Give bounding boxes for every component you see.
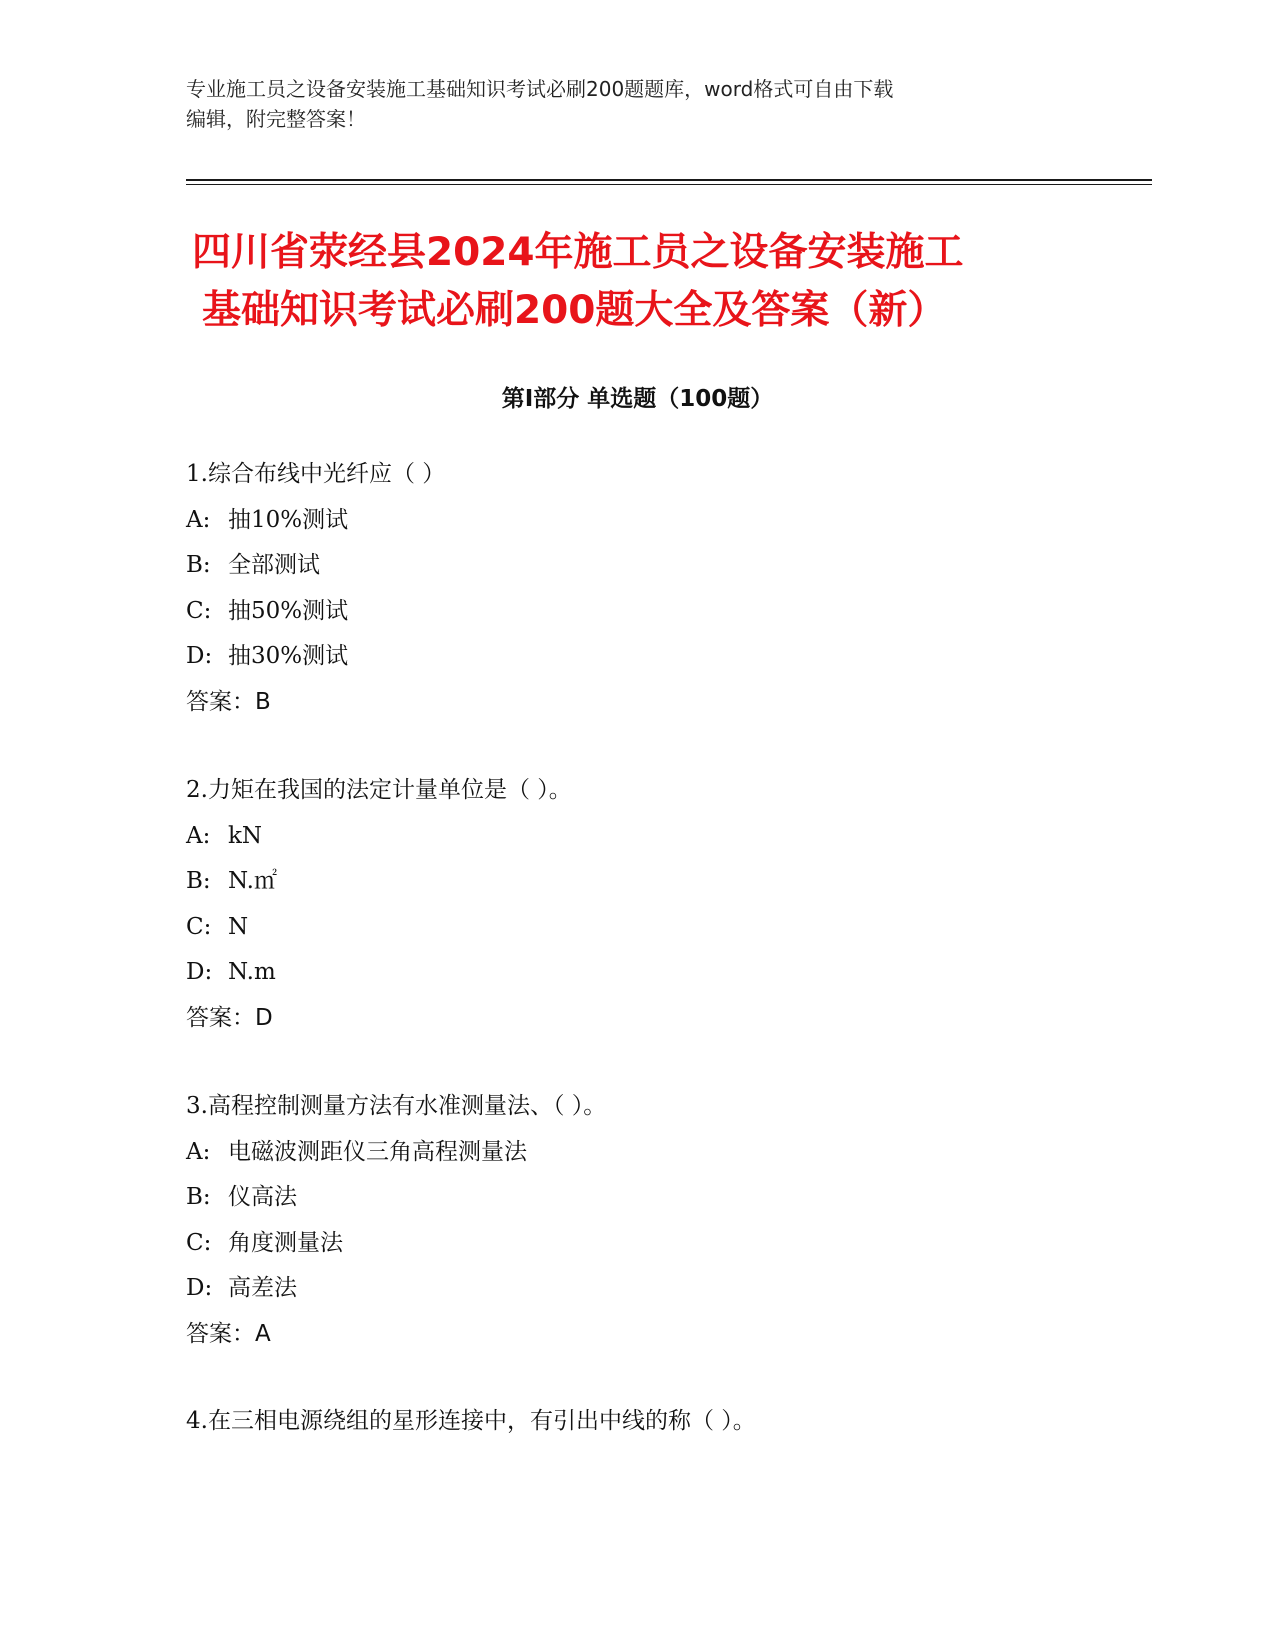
option-text: 全部测试	[228, 552, 320, 578]
question-4	[186, 1399, 1146, 1445]
option-c	[186, 905, 1146, 951]
option-text: 抽50%测试	[228, 597, 349, 624]
option-letter: B:	[186, 1184, 211, 1210]
option-letter: C:	[186, 1229, 212, 1256]
option-letter: C:	[186, 597, 212, 624]
option-text: N	[228, 913, 249, 940]
option-c	[186, 589, 1146, 635]
option-letter: A:	[186, 822, 211, 849]
question-1	[186, 452, 1146, 725]
answer: 答案：A	[186, 1320, 271, 1347]
question-stem: 1.综合布线中光纤应（ ）	[186, 461, 446, 487]
document-title	[192, 224, 1152, 340]
header-divider-thick	[186, 179, 1152, 181]
option-b	[186, 859, 1146, 905]
title-line-1: 四川省荥经县2024年施工员之设备安装施工	[192, 230, 964, 275]
option-letter: B:	[186, 868, 211, 894]
option-text: 抽30%测试	[228, 643, 349, 669]
question-2	[186, 768, 1146, 1041]
answer: 答案：D	[186, 1004, 273, 1031]
option-d	[186, 1266, 1146, 1312]
option-b	[186, 1175, 1146, 1221]
option-d	[186, 950, 1146, 996]
option-letter: D:	[186, 1275, 213, 1301]
option-letter: A:	[186, 1138, 211, 1165]
option-text: 抽10%测试	[228, 506, 349, 533]
option-text: 高差法	[228, 1275, 297, 1301]
option-a	[186, 814, 1146, 860]
option-letter: A:	[186, 506, 211, 533]
option-text: 仪高法	[228, 1184, 297, 1210]
option-c	[186, 1221, 1146, 1267]
option-letter: D:	[186, 643, 213, 669]
question-3	[186, 1084, 1146, 1357]
option-text: kN	[228, 822, 263, 849]
option-text: 角度测量法	[228, 1229, 343, 1256]
question-stem: 4.在三相电源绕组的星形连接中，有引出中线的称（ ）。	[186, 1408, 756, 1434]
option-text: N.㎡	[228, 868, 277, 894]
header-note-line-1: 专业施工员之设备安装施工基础知识考试必刷200题题库，word格式可自由下载	[186, 77, 894, 101]
option-letter: D:	[186, 959, 213, 985]
option-text: 电磁波测距仪三角高程测量法	[228, 1138, 527, 1165]
option-text: N.m	[228, 959, 276, 985]
header-note	[186, 74, 1086, 134]
option-letter: C:	[186, 913, 212, 940]
option-b	[186, 543, 1146, 589]
question-stem: 3.高程控制测量方法有水准测量法、（ ）。	[186, 1093, 607, 1119]
section-heading: 第Ⅰ部分 单选题（100题）	[501, 386, 774, 412]
option-a	[186, 1130, 1146, 1176]
option-letter: B:	[186, 552, 211, 578]
title-line-2: 基础知识考试必刷200题大全及答案（新）	[202, 288, 947, 333]
header-divider-thin	[186, 184, 1152, 185]
answer: 答案：B	[186, 688, 271, 715]
header-note-line-2: 编辑，附完整答案！	[186, 107, 366, 131]
option-a	[186, 498, 1146, 544]
option-d	[186, 634, 1146, 680]
question-stem: 2.力矩在我国的法定计量单位是（ ）。	[186, 777, 572, 803]
